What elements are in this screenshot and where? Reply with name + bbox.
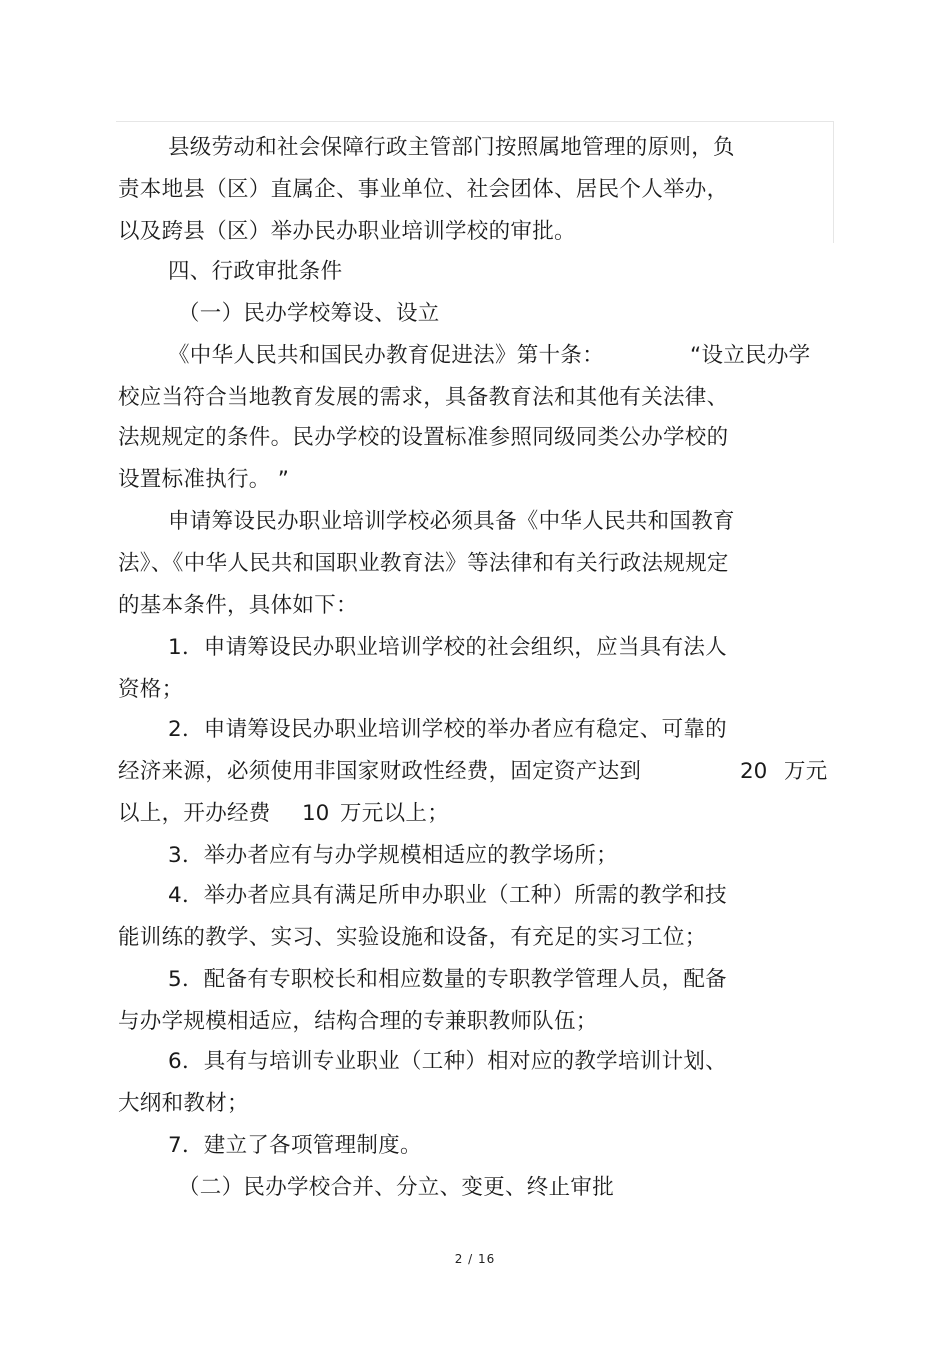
page-number	[0, 1252, 950, 1266]
paragraph-line: 以及跨县（区）举办民办职业培训学校的审批。	[118, 219, 576, 244]
paragraph-line: 申请筹设民办职业培训学校必须具备《中华人民共和国教育	[168, 509, 735, 534]
paragraph-line: 法》、《中华人民共和国职业教育法》等法律和有关行政法规规定	[118, 551, 729, 576]
list-item: 能训练的教学、实习、实验设施和设备，有充足的实习工位；	[118, 925, 707, 950]
list-item: 以上，开办经费	[118, 801, 271, 826]
page-frame-right-line	[833, 121, 834, 243]
paragraph-line: 《中华人民共和国民办教育促进法》第十条：	[168, 343, 605, 368]
current-page: 2	[454, 1252, 464, 1266]
paragraph-line: 县级劳动和社会保障行政主管部门按照属地管理的原则，负	[168, 135, 735, 160]
list-item: 7．建立了各项管理制度。	[168, 1133, 422, 1158]
page-frame-top-line	[116, 121, 834, 122]
amount-value: 10	[302, 801, 330, 826]
amount-value: 20	[740, 759, 768, 784]
subsection-heading: （二）民办学校合并、分立、变更、终止审批	[178, 1175, 615, 1200]
quote-start: “设立民办学	[690, 343, 811, 368]
list-item: 2．申请筹设民办职业培训学校的举办者应有稳定、可靠的	[168, 717, 727, 742]
paragraph-line: 设置标准执行。 ”	[118, 467, 290, 492]
section-heading: 四、行政审批条件	[168, 259, 343, 284]
amount-unit: 万元以上；	[340, 801, 450, 826]
amount-unit: 万元	[784, 759, 828, 784]
list-item: 5．配备有专职校长和相应数量的专职教学管理人员，配备	[168, 967, 727, 992]
list-item: 3．举办者应有与办学规模相适应的教学场所；	[168, 843, 618, 868]
list-item: 经济来源，必须使用非国家财政性经费，固定资产达到	[118, 759, 642, 784]
list-item: 4．举办者应具有满足所申办职业（工种）所需的教学和技	[168, 883, 727, 908]
subsection-heading: （一）民办学校筹设、设立	[178, 301, 440, 326]
total-pages: 16	[478, 1252, 496, 1266]
page-separator: /	[468, 1252, 474, 1266]
paragraph-line: 的基本条件，具体如下：	[118, 593, 358, 618]
list-item: 6．具有与培训专业职业（工种）相对应的教学培训计划、	[168, 1049, 727, 1074]
list-item: 大纲和教材；	[118, 1091, 249, 1116]
list-item: 1．申请筹设民办职业培训学校的社会组织，应当具有法人	[168, 635, 727, 660]
paragraph-line: 法规规定的条件。民办学校的设置标准参照同级同类公办学校的	[118, 425, 729, 450]
list-item: 资格；	[118, 677, 184, 702]
list-item: 与办学规模相适应，结构合理的专兼职教师队伍；	[118, 1009, 598, 1034]
paragraph-line: 责本地县（区）直属企、事业单位、社会团体、居民个人举办，	[118, 177, 729, 202]
paragraph-line: 校应当符合当地教育发展的需求，具备教育法和其他有关法律、	[118, 385, 729, 410]
